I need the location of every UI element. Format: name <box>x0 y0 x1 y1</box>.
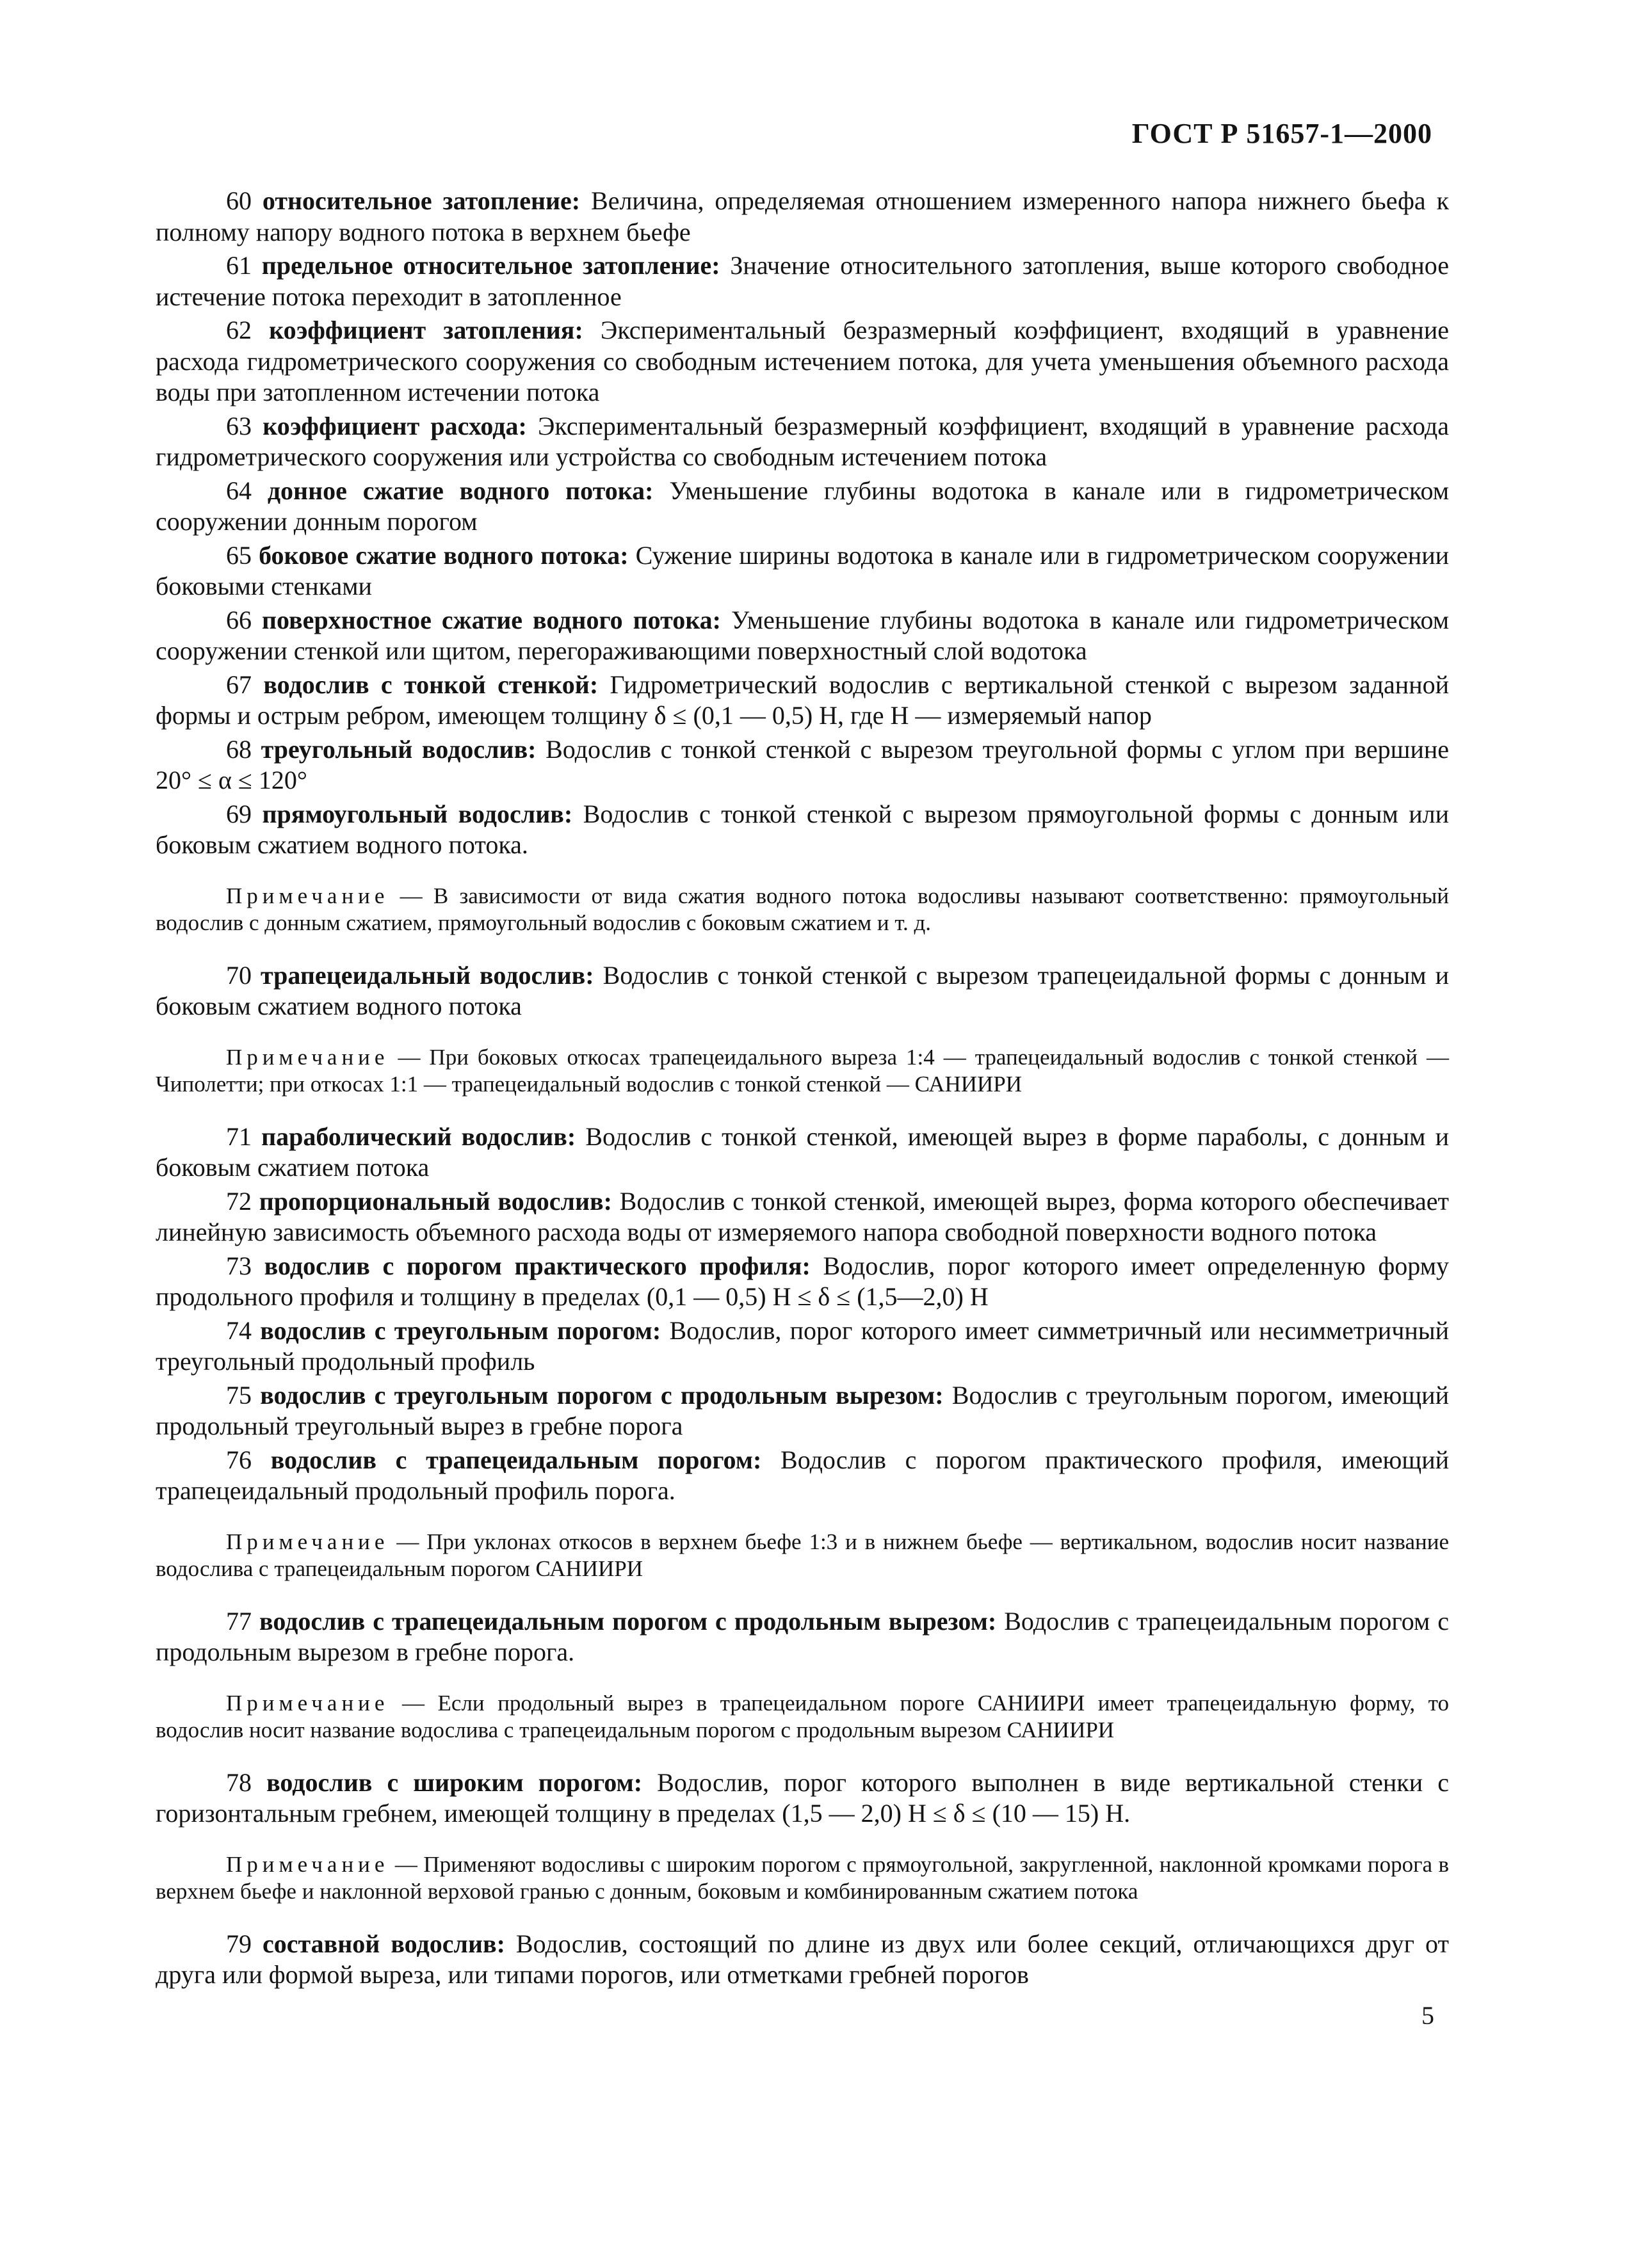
definition-text: Водослив с тонкой стенкой с вырезом трапецеидальной формы с донным и боковым сжатием водного потока <box>156 960 1449 1020</box>
definition-62 <box>156 315 1449 408</box>
document-body <box>156 186 1449 1991</box>
definition-term: коэффициент затопления: <box>269 316 583 344</box>
definition-text: Водослив с треугольным порогом, имеющий продольный треугольный вырез в гребне порога <box>156 1380 1449 1440</box>
note-text: — Применяют водосливы с широким порогом с прямоугольной, закругленной, наклонной кромками порога в верхнем бьефе и наклонной верховой гранью с донным, боковым и комбинированным сжатием потока <box>156 1851 1449 1904</box>
definition-text: Сужение ширины водотока в канале или в гидрометрическом сооружении боковыми стенками <box>156 540 1450 600</box>
page-number: 5 <box>1421 2001 1434 2030</box>
definition-term: прямоугольный водослив: <box>262 799 573 828</box>
definition-68 <box>156 734 1449 796</box>
definition-75 <box>156 1380 1449 1442</box>
definition-number: 67 <box>226 670 252 699</box>
definition-term: составной водослив: <box>263 1929 505 1958</box>
definition-61 <box>156 250 1449 312</box>
note-text: — При уклонах откосов в верхнем бьефе 1:3 и в нижнем бьефе — вертикальном, водослив носит название водослива с трапецеидальным порогом САНИИРИ <box>156 1529 1450 1581</box>
note-4 <box>156 1690 1449 1744</box>
definition-77 <box>156 1606 1449 1668</box>
note-label: Примечание <box>226 1690 389 1716</box>
definition-76 <box>156 1445 1449 1507</box>
definition-text: Уменьшение глубины водотока в канале или гидрометрическом сооружении стенкой или щитом, перегораживающими поверхностный слой водотока <box>156 605 1450 665</box>
note-text: — В зависимости от вида сжатия водного потока водосливы называют соответственно: прямоугольный водослив с донным сжатием, прямоугольный водослив с боковым сжатием и т. д. <box>156 883 1449 935</box>
definition-number: 62 <box>226 316 252 344</box>
definition-text: Водослив с порогом практического профиля, имеющий трапецеидальный продольный профиль порога. <box>156 1445 1450 1505</box>
definition-term: трапецеидальный водослив: <box>261 960 594 990</box>
definition-number: 77 <box>226 1606 252 1636</box>
note-text: — Если продольный вырез в трапецеидальном пороге САНИИРИ имеет трапецеидальную форму, то водослив носит название водослива с трапецеидальным порогом с продольным вырезом САНИИРИ <box>156 1690 1449 1742</box>
note-3 <box>156 1529 1449 1583</box>
note-label: Примечание <box>226 1851 389 1877</box>
definition-text: Водослив с тонкой стенкой с вырезом треугольной формы с углом при вершине 20° ≤ α ≤ 120° <box>156 734 1450 794</box>
definition-term: водослив с треугольным порогом с продольным вырезом: <box>260 1380 944 1410</box>
definition-number: 72 <box>226 1186 252 1216</box>
note-label: Примечание <box>226 883 389 908</box>
definition-term: водослив с порогом практического профиля: <box>264 1251 811 1280</box>
definition-term: предельное относительное затопление: <box>261 251 720 280</box>
definition-number: 60 <box>226 186 252 215</box>
definition-text: Значение относительного затопления, выше которого свободное истечение потока переходит в затопленное <box>156 251 1450 311</box>
definition-term: пропорциональный водослив: <box>259 1186 612 1216</box>
definition-text: Водослив, состоящий по длине из двух или более секций, отличающихся друг от друга или формой выреза, или типами порогов, или отметками гребней порогов <box>156 1929 1450 1989</box>
note-label: Примечание <box>226 1529 389 1554</box>
definition-term: водослив с тонкой стенкой: <box>263 670 599 699</box>
definition-text: Экспериментальный безразмерный коэффициент, входящий в уравнение расхода гидрометрического сооружения со свободным истечением потока, для учета уменьшения объемного расхода воды при затопленном истечении потока <box>156 316 1449 406</box>
definition-63 <box>156 411 1449 473</box>
definition-text: Водослив с трапецеидальным порогом с продольным вырезом в гребне порога. <box>156 1606 1450 1666</box>
definition-73 <box>156 1251 1449 1313</box>
definition-term: водослив с широким порогом: <box>266 1767 643 1797</box>
definition-term: параболический водослив: <box>261 1122 576 1151</box>
definition-72 <box>156 1186 1449 1248</box>
definition-69 <box>156 799 1449 861</box>
definition-number: 75 <box>226 1380 252 1410</box>
definition-number: 69 <box>226 799 252 828</box>
definition-number: 64 <box>226 476 252 505</box>
definition-66 <box>156 605 1449 667</box>
definition-text: Водослив с тонкой стенкой, имеющей вырез в форме параболы, с донным и боковым сжатием потока <box>156 1122 1449 1182</box>
note-text: — При боковых откосах трапецеидального выреза 1:4 — трапецеидальный водослив с тонкой стенкой — Чиполетти; при откосах 1:1 — трапецеидальный водослив с тонкой стенкой — САНИИРИ <box>156 1044 1450 1097</box>
definition-number: 76 <box>226 1445 252 1474</box>
definition-text: Величина, определяемая отношением измеренного напора нижнего бьефа к полному напору водного потока в верхнем бьефе <box>156 186 1449 246</box>
definition-67 <box>156 670 1449 732</box>
definition-78 <box>156 1767 1449 1830</box>
definition-term: треугольный водослив: <box>261 734 537 764</box>
note-5 <box>156 1851 1449 1906</box>
definition-text: Экспериментальный безразмерный коэффициент, входящий в уравнение расхода гидрометрического сооружения или устройства со свободным истечением потока <box>156 411 1450 471</box>
definition-term: донное сжатие водного потока: <box>267 476 654 505</box>
definition-number: 63 <box>226 411 252 440</box>
definition-term: коэффициент расхода: <box>263 411 527 440</box>
note-2 <box>156 1044 1449 1098</box>
definition-number: 66 <box>226 605 252 634</box>
definition-text: Водослив с тонкой стенкой с вырезом прямоугольной формы с донным или боковым сжатием водного потока. <box>156 799 1450 859</box>
definition-text: Водослив, порог которого имеет определенную форму продольного профиля и толщину в пределах (0,1 — 0,5) H ≤ δ ≤ (1,5—2,0) H <box>156 1251 1450 1311</box>
definition-64 <box>156 476 1449 538</box>
definition-text: Водослив, порог которого имеет симметричный или несимметричный треугольный продольный профиль <box>156 1315 1450 1376</box>
definition-term: боковое сжатие водного потока: <box>259 540 629 570</box>
definition-term: водослив с трапецеидальным порогом: <box>270 1445 762 1474</box>
definition-number: 78 <box>226 1767 252 1797</box>
definition-term: поверхностное сжатие водного потока: <box>261 605 722 634</box>
definition-term: водослив с трапецеидальным порогом с продольным вырезом: <box>259 1606 997 1636</box>
definition-number: 70 <box>226 960 252 990</box>
definition-number: 74 <box>226 1315 252 1345</box>
definition-71 <box>156 1122 1449 1184</box>
definition-79 <box>156 1929 1449 1991</box>
definition-number: 68 <box>226 734 252 764</box>
definition-65 <box>156 540 1449 602</box>
definition-term: водослив с треугольным порогом: <box>260 1315 661 1345</box>
definition-text: Водослив, порог которого выполнен в виде вертикальной стенки с горизонтальным гребнем, имеющей толщину в пределах (1,5 — 2,0) H ≤ δ ≤ (10 — 15) H. <box>156 1767 1449 1828</box>
definition-number: 73 <box>226 1251 252 1280</box>
definition-text: Уменьшение глубины водотока в канале или в гидрометрическом сооружении донным порогом <box>156 476 1450 536</box>
document-header: ГОСТ Р 51657-1—2000 <box>1131 118 1432 149</box>
definition-60 <box>156 186 1449 248</box>
definition-text: Гидрометрический водослив с вертикальной стенкой с вырезом заданной формы и острым ребром, имеющем толщину δ ≤ (0,1 — 0,5) H, где H — измеряемый напор <box>156 670 1450 730</box>
definition-70 <box>156 960 1449 1022</box>
definition-74 <box>156 1315 1449 1378</box>
definition-term: относительное затопление: <box>262 186 581 215</box>
definition-number: 71 <box>226 1122 252 1151</box>
definition-text: Водослив с тонкой стенкой, имеющей вырез, форма которого обеспечивает линейную зависимость объемного расхода воды от измеряемого напора свободной поверхности водного потока <box>156 1186 1450 1246</box>
note-1 <box>156 883 1449 937</box>
definition-number: 65 <box>226 540 252 570</box>
note-label: Примечание <box>226 1044 389 1070</box>
definition-number: 61 <box>226 251 252 280</box>
definition-number: 79 <box>226 1929 252 1958</box>
